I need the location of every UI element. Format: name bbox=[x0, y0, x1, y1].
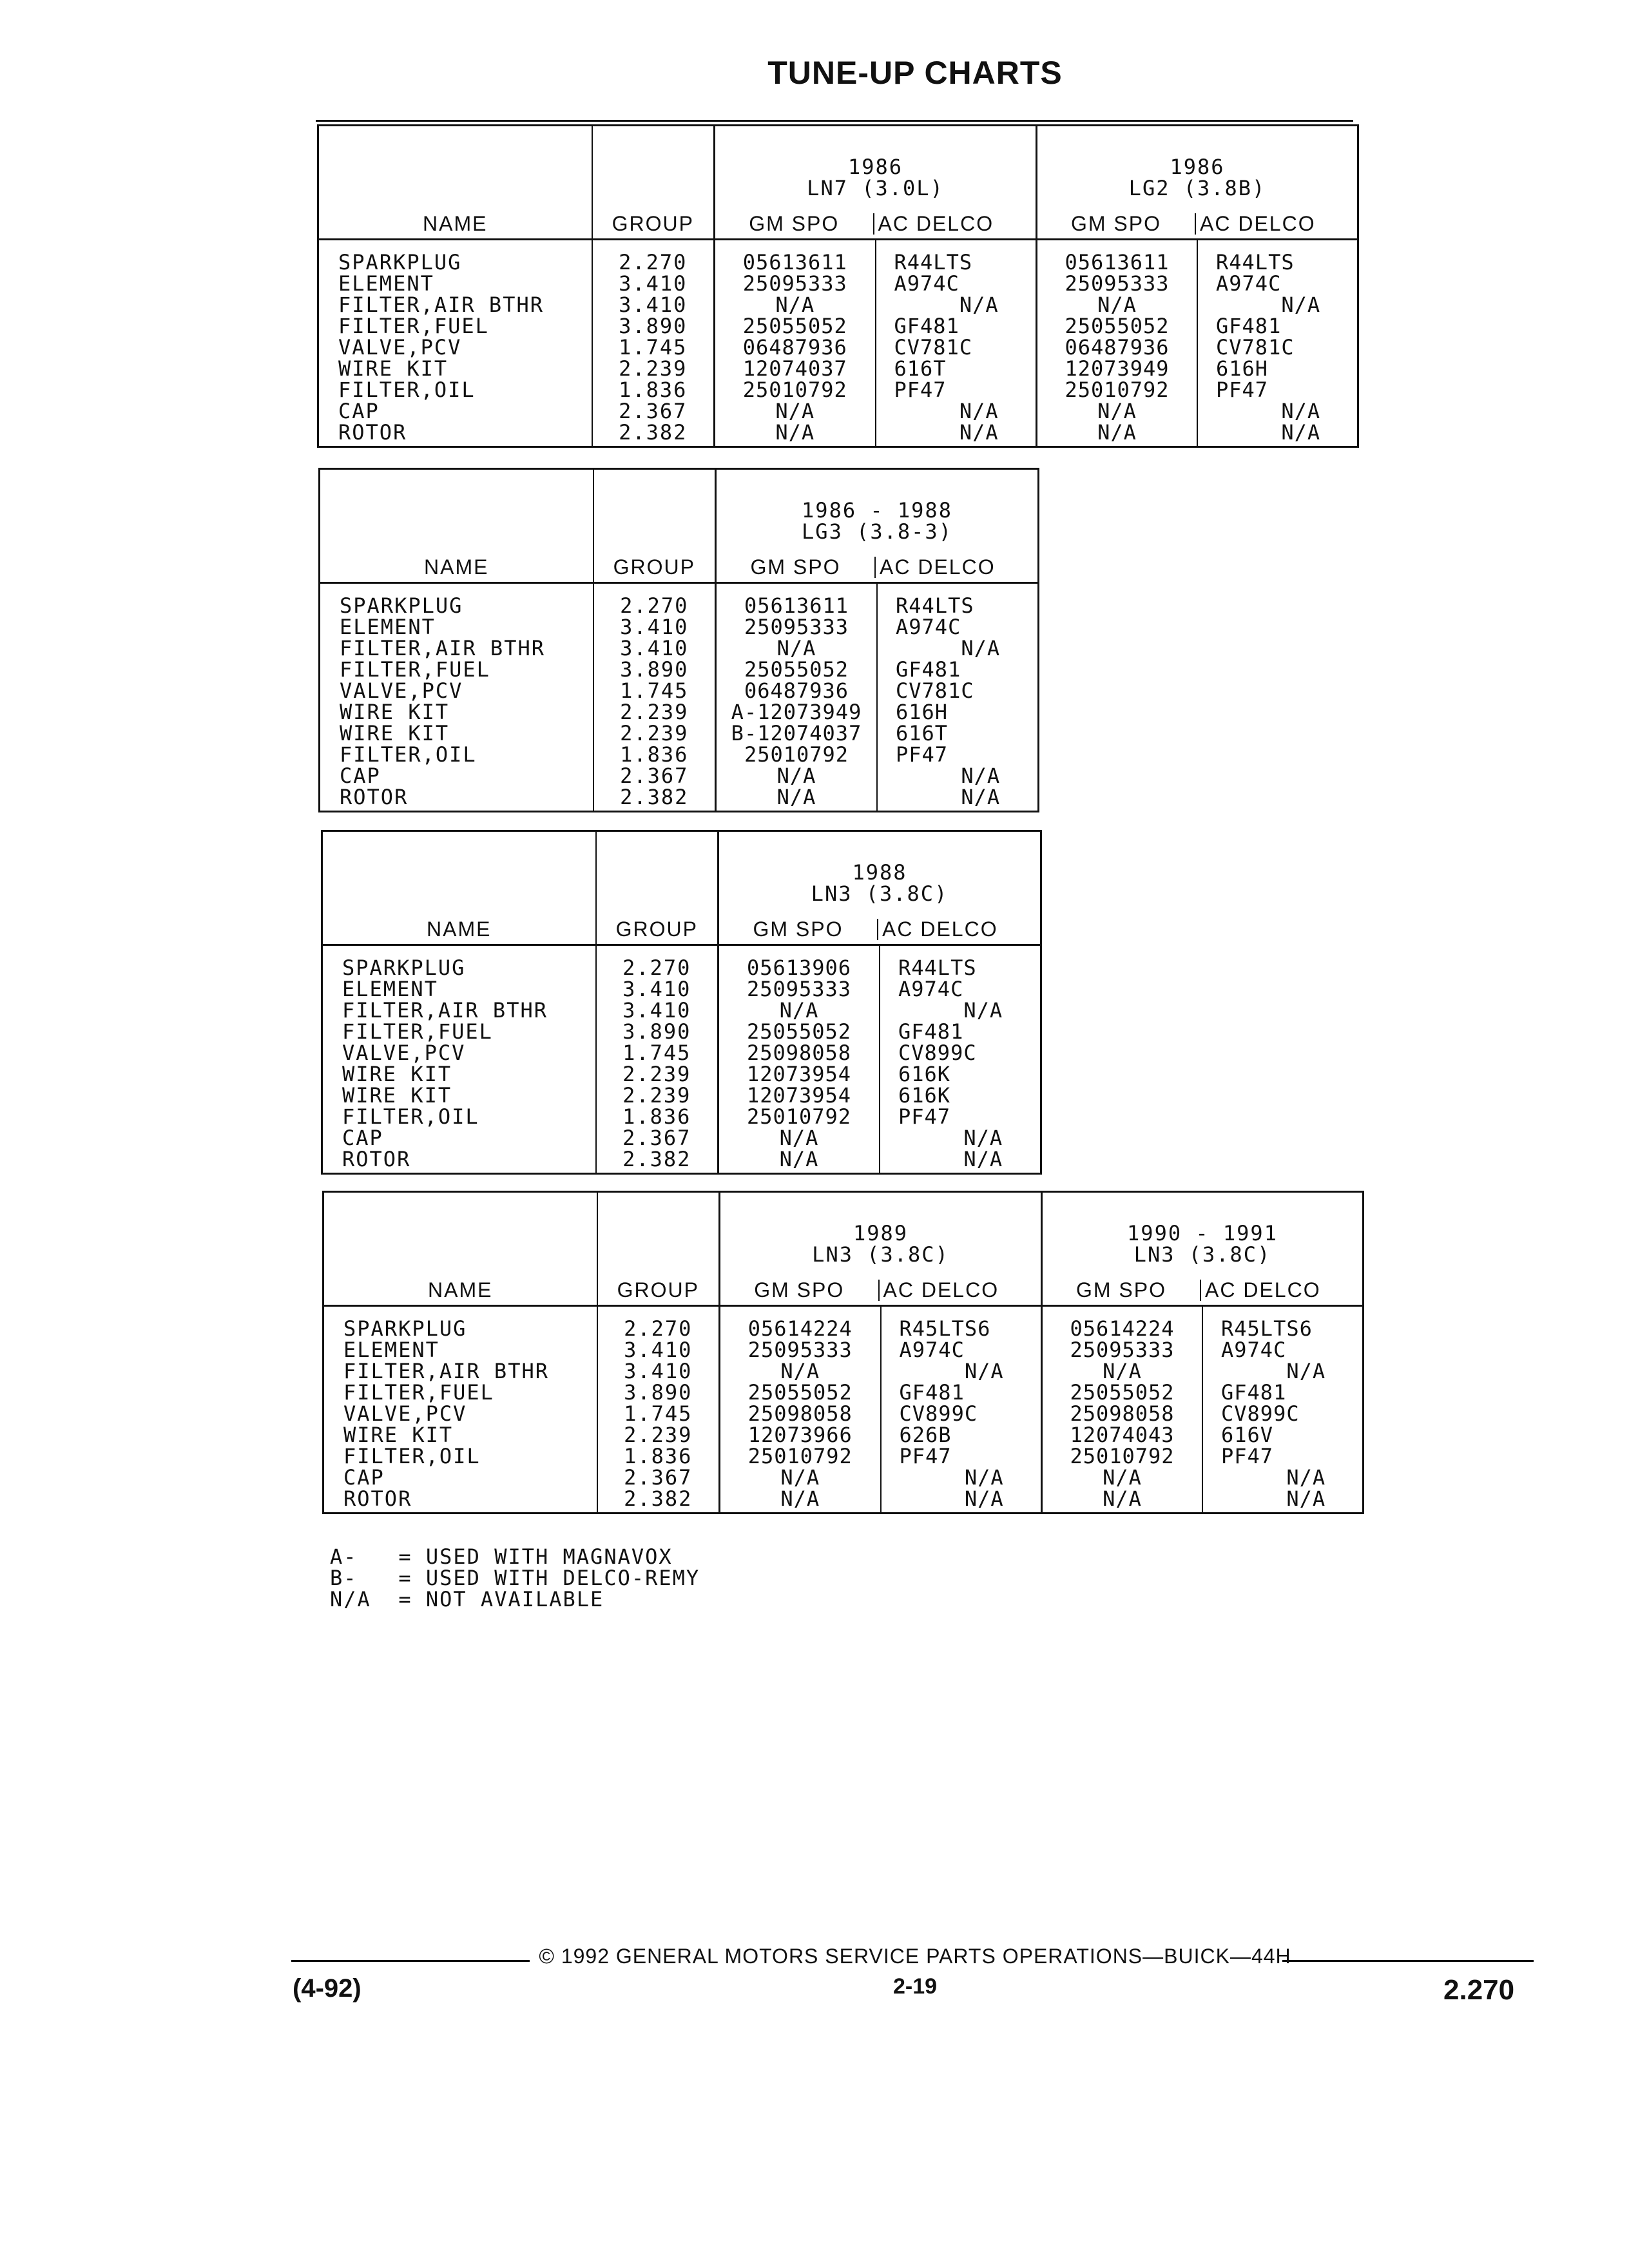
group-numbers: 2.270 3.410 3.410 3.890 1.745 2.239 2.239 1.836 2.367 2.382 bbox=[593, 583, 716, 812]
name-header: NAME bbox=[318, 126, 592, 240]
ac-delco-numbers: R44LTS A974C N/A GF481 CV781C 616H PF47 N/A N/A bbox=[1216, 250, 1321, 445]
tune-up-table-1989-1991 bbox=[322, 1191, 1364, 1514]
engine-header bbox=[720, 1192, 1042, 1306]
engine-parts bbox=[720, 1306, 1042, 1514]
section-number: 2.270 bbox=[1443, 1974, 1515, 2006]
gm-spo-numbers: 05613611 25095333 N/A 25055052 06487936 12074037 25010792 N/A N/A bbox=[715, 240, 876, 446]
group-header: GROUP bbox=[593, 469, 716, 583]
tune-up-table-1986 bbox=[317, 124, 1359, 448]
top-rule bbox=[316, 120, 1353, 122]
engine-year: 1986 bbox=[1170, 155, 1225, 179]
tune-up-table-1988 bbox=[321, 830, 1042, 1175]
engine-parts bbox=[718, 945, 1041, 1174]
engine-model: LN3 (3.8C) bbox=[812, 1242, 949, 1267]
engine-header bbox=[1042, 1192, 1364, 1306]
name-header: NAME bbox=[320, 469, 593, 583]
engine-model: LN7 (3.0L) bbox=[807, 176, 944, 200]
page-number: 2-19 bbox=[892, 1974, 938, 1999]
group-header: GROUP bbox=[597, 1192, 720, 1306]
gm-spo-numbers: 05613611 25095333 N/A 25055052 06487936 A-12073949 B-12074037 25010792 N/A N/A bbox=[717, 584, 877, 811]
part-names: SPARKPLUG ELEMENT FILTER,AIR BTHR FILTER,FUEL VALVE,PCV WIRE KIT WIRE KIT FILTER,OIL CAP ROTOR bbox=[322, 945, 596, 1174]
group-header: GROUP bbox=[592, 126, 715, 240]
gm-spo-header: GM SPO bbox=[754, 1278, 845, 1302]
part-names: SPARKPLUG ELEMENT FILTER,AIR BTHR FILTER,FUEL VALVE,PCV WIRE KIT FILTER,OIL CAP ROTOR bbox=[318, 240, 592, 447]
engine-header bbox=[716, 469, 1039, 583]
footnotes: A- = USED WITH MAGNAVOX B- = USED WITH DELCO-REMY N/A = NOT AVAILABLE bbox=[330, 1544, 700, 1611]
engine-header bbox=[1037, 126, 1358, 240]
ac-delco-numbers: R44LTS A974C N/A GF481 CV781C 616H 616T PF47 N/A N/A bbox=[896, 593, 1001, 809]
name-header: NAME bbox=[322, 831, 596, 945]
tune-up-table-1986-1988 bbox=[318, 468, 1039, 812]
engine-year: 1986 bbox=[847, 155, 903, 179]
engine-header bbox=[718, 831, 1041, 945]
engine-parts bbox=[1042, 1306, 1364, 1514]
group-numbers: 2.270 3.410 3.410 3.890 1.745 2.239 2.239 1.836 2.367 2.382 bbox=[596, 945, 718, 1174]
engine-parts bbox=[715, 240, 1037, 447]
engine-year: 1990 - 1991 bbox=[1127, 1221, 1278, 1245]
name-header: NAME bbox=[323, 1192, 597, 1306]
ac-delco-header: AC DELCO bbox=[878, 1280, 1041, 1301]
gm-spo-numbers: 05613906 25095333 N/A 25055052 25098058 12073954 12073954 25010792 N/A N/A bbox=[719, 946, 880, 1173]
engine-parts bbox=[1037, 240, 1358, 447]
ac-delco-header: AC DELCO bbox=[873, 213, 1036, 235]
engine-model: LG2 (3.8B) bbox=[1128, 176, 1266, 200]
engine-model: LG3 (3.8-3) bbox=[802, 519, 952, 544]
engine-year: 1989 bbox=[853, 1221, 909, 1245]
ac-delco-numbers: R44LTS A974C N/A GF481 CV899C 616K 616K PF47 N/A N/A bbox=[898, 956, 1003, 1171]
engine-model: LN3 (3.8C) bbox=[1133, 1242, 1271, 1267]
gm-spo-numbers: 05614224 25095333 N/A 25055052 25098058 12073966 25010792 N/A N/A bbox=[720, 1307, 881, 1512]
gm-spo-header: GM SPO bbox=[1070, 212, 1161, 235]
engine-model: LN3 (3.8C) bbox=[811, 881, 949, 906]
ac-delco-header: AC DELCO bbox=[874, 557, 1037, 578]
ac-delco-numbers: R44LTS A974C N/A GF481 CV781C 616T PF47 N/A N/A bbox=[894, 250, 999, 445]
group-numbers: 2.270 3.410 3.410 3.890 1.745 2.239 1.836 2.367 2.382 bbox=[597, 1306, 720, 1514]
page-title: TUNE-UP CHARTS bbox=[767, 55, 1063, 91]
ac-delco-header: AC DELCO bbox=[1195, 213, 1357, 235]
group-numbers: 2.270 3.410 3.410 3.890 1.745 2.239 1.836 2.367 2.382 bbox=[592, 240, 715, 447]
engine-year: 1986 - 1988 bbox=[802, 498, 952, 523]
engine-year: 1988 bbox=[852, 860, 907, 885]
ac-delco-numbers: R45LTS6 A974C N/A GF481 CV899C 616V PF47 N/A N/A bbox=[1221, 1316, 1326, 1511]
gm-spo-header: GM SPO bbox=[750, 555, 841, 579]
gm-spo-numbers: 05614224 25095333 N/A 25055052 25098058 12074043 25010792 N/A N/A bbox=[1043, 1307, 1202, 1512]
ac-delco-header: AC DELCO bbox=[1200, 1280, 1362, 1301]
gm-spo-header: GM SPO bbox=[749, 212, 840, 235]
part-names: SPARKPLUG ELEMENT FILTER,AIR BTHR FILTER,FUEL VALVE,PCV WIRE KIT FILTER,OIL CAP ROTOR bbox=[323, 1306, 597, 1514]
part-names: SPARKPLUG ELEMENT FILTER,AIR BTHR FILTER,FUEL VALVE,PCV WIRE KIT WIRE KIT FILTER,OIL CAP ROTOR bbox=[320, 583, 593, 812]
gm-spo-numbers: 05613611 25095333 N/A 25055052 06487936 12073949 25010792 N/A N/A bbox=[1037, 240, 1197, 446]
ac-delco-header: AC DELCO bbox=[877, 919, 1040, 940]
engine-parts bbox=[716, 583, 1039, 812]
ac-delco-numbers: R45LTS6 A974C N/A GF481 CV899C 626B PF47 N/A N/A bbox=[899, 1316, 1004, 1511]
revision-date: (4-92) bbox=[293, 1974, 361, 2003]
engine-header bbox=[715, 126, 1037, 240]
group-header: GROUP bbox=[596, 831, 718, 945]
gm-spo-header: GM SPO bbox=[1075, 1278, 1166, 1302]
copyright-line: © 1992 GENERAL MOTORS SERVICE PARTS OPERATIONS—BUICK—44H bbox=[539, 1945, 1291, 1968]
gm-spo-header: GM SPO bbox=[753, 918, 843, 941]
